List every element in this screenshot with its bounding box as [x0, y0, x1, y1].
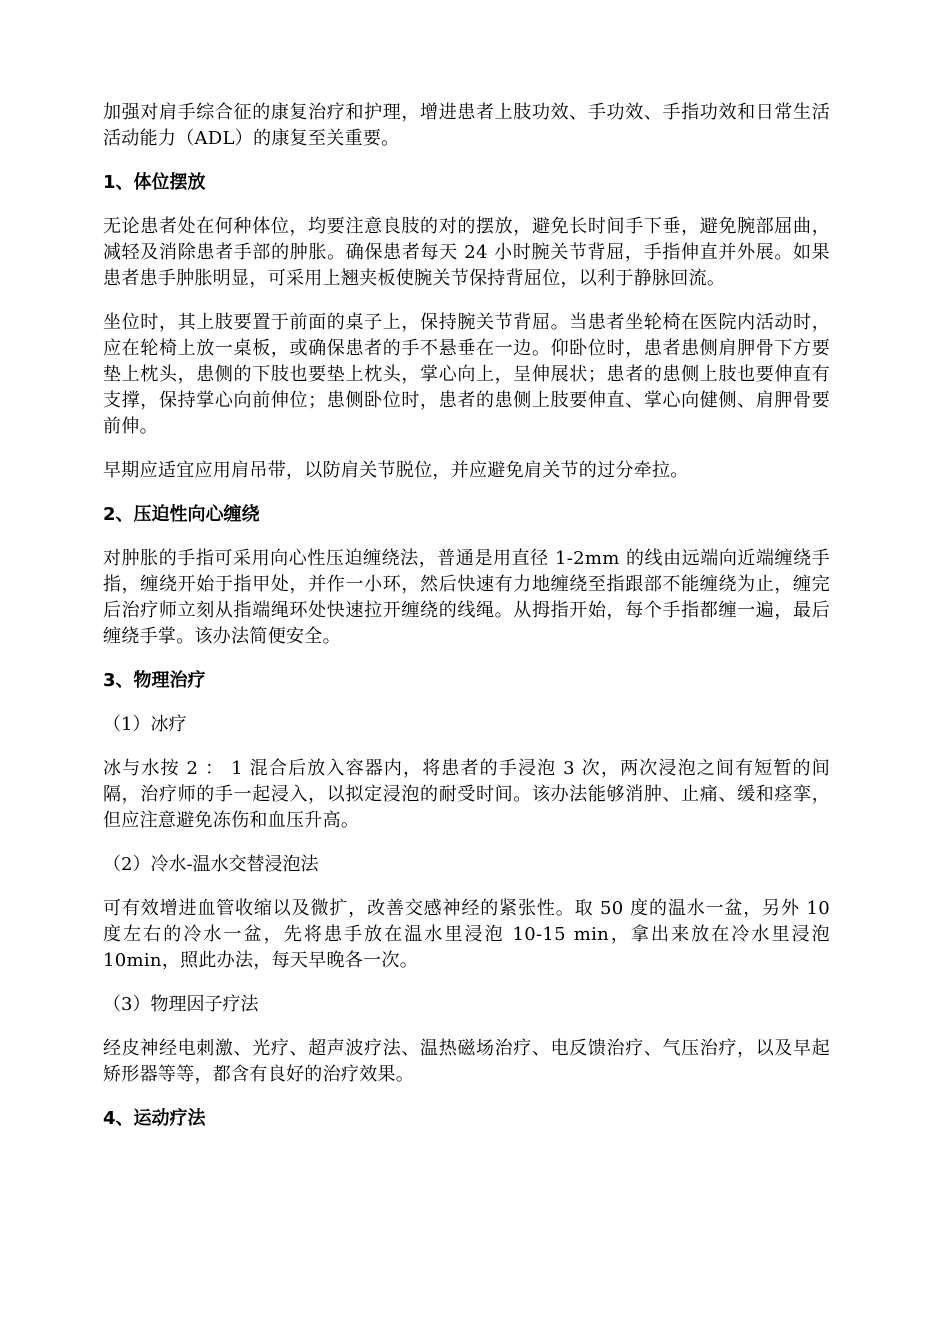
section-heading-physical-therapy: 3、物理治疗 — [103, 670, 206, 691]
subheading-physical-factor-therapy: （3）物理因子疗法 — [103, 994, 259, 1015]
paragraph: 无论患者处在何种体位，均要注意良肢的对的摆放，避免长时间手下垂，避免腕部屈曲，减轻及消除患者手部的肿胀。确保患者每天 24 小时腕关节背屈，手指伸直并外展。如果患者患手肿胀明显，可采用上翘夹板使腕关节保持背屈位，以利于静脉回流。 — [103, 216, 830, 289]
paragraph: 对肿胀的手指可采用向心性压迫缠绕法，普通是用直径 1-2mm 的线由远端向近端缠绕手指，缠绕开始于指甲处，并作一小环，然后快速有力地缠绕至指跟部不能缠绕为止，缠完后治疗师立刻从指端绳环处快速拉开缠绕的线绳。从拇指开始，每个手指都缠一遍，最后缠绕手掌。该办法简便安全。 — [103, 548, 830, 647]
paragraph: 早期应适宜应用肩吊带，以防肩关节脱位，并应避免肩关节的过分牵拉。 — [103, 460, 689, 481]
section-heading-compression-wrapping: 2、压迫性向心缠绕 — [103, 504, 260, 525]
paragraph: 经皮神经电刺激、光疗、超声波疗法、温热磁场治疗、电反馈治疗、气压治疗，以及早起矫形器等等，都含有良好的治疗效果。 — [103, 1038, 830, 1085]
paragraph: 坐位时，其上肢要置于前面的桌子上，保持腕关节背屈。当患者坐轮椅在医院内活动时，应在轮椅上放一桌板，或确保患者的手不悬垂在一边。仰卧位时，患者患侧肩胛骨下方要垫上枕头，患侧的下肢也要垫上枕头，掌心向上，呈伸展状；患者的患侧上肢也要伸直有支撑，保持掌心向前伸位；患侧卧位时，患者的患侧上肢要伸直、掌心向健侧、肩胛骨要前伸。 — [103, 312, 830, 437]
subheading-contrast-bath: （2）冷水-温水交替浸泡法 — [103, 854, 319, 875]
section-heading-positioning: 1、体位摆放 — [103, 172, 206, 193]
intro-paragraph: 加强对肩手综合征的康复治疗和护理，增进患者上肢功效、手功效、手指功效和日常生活活动能力（ADL）的康复至关重要。 — [103, 102, 830, 149]
paragraph: 冰与水按 2 ： 1 混合后放入容器内，将患者的手浸泡 3 次，两次浸泡之间有短暂的间隔，治疗师的手一起浸入，以拟定浸泡的耐受时间。该办法能够消肿、止痛、缓和痉挛，但应注意避免冻伤和血压升高。 — [103, 758, 830, 831]
section-heading-exercise-therapy: 4、运动疗法 — [103, 1108, 206, 1129]
subheading-ice-therapy: （1）冰疗 — [103, 714, 187, 735]
document-page — [103, 100, 830, 1150]
paragraph: 可有效增进血管收缩以及微扩，改善交感神经的紧张性。取 50 度的温水一盆，另外 10 度左右的冷水一盆，先将患手放在温水里浸泡 10-15 min，拿出来放在冷水里浸泡 10min，照此办法，每天早晚各一次。 — [103, 898, 830, 971]
